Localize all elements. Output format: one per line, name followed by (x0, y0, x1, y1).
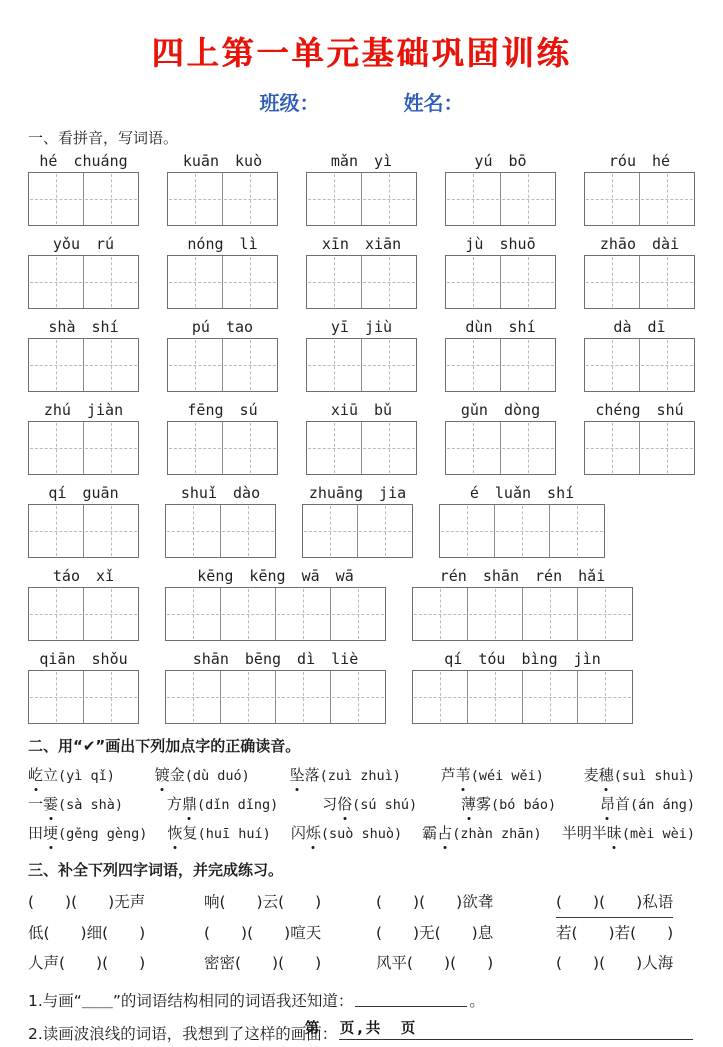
word-char: 田 (28, 824, 44, 842)
writing-cell (585, 256, 640, 308)
writing-cell (640, 256, 694, 308)
section2-heading: 二、用“✔”画出下列加点字的正确读音。 (28, 737, 301, 755)
writing-cell (523, 588, 578, 640)
writing-cell (578, 588, 632, 640)
dotted-word-item (168, 819, 271, 848)
writing-cell (585, 339, 640, 391)
word-char: 芦 (440, 766, 456, 784)
question-1 (28, 989, 695, 1011)
word-group (306, 235, 417, 309)
s2-row (28, 819, 695, 848)
writing-grid (165, 670, 386, 724)
writing-cell (223, 256, 277, 308)
word-group (439, 484, 605, 558)
word-char: 闪 (290, 824, 306, 842)
writing-grid (445, 255, 556, 309)
idiom-blank: 密密( )( ) (204, 954, 322, 972)
writing-cell (276, 671, 331, 723)
emphasis-dot-char: 鼎 (182, 790, 197, 818)
word-text (167, 795, 197, 813)
writing-grid (306, 421, 417, 475)
word-char: 一 (28, 795, 44, 813)
dotted-word-item (28, 819, 147, 848)
section1-heading: 一、看拼音，写词语。 (28, 129, 179, 147)
word-group (584, 235, 695, 309)
writing-cell (29, 588, 84, 640)
pinyin-options: (suì shuì) (613, 768, 695, 784)
writing-cell (29, 422, 84, 474)
emphasis-dot-char: 坠 (290, 761, 305, 789)
emphasis-dot-char: 恢 (168, 819, 183, 847)
pinyin-options: (sú shú) (352, 797, 418, 813)
writing-cell (307, 422, 362, 474)
writing-cell (501, 173, 555, 225)
writing-cell (84, 339, 138, 391)
writing-cell (331, 588, 385, 640)
question-2-text: 2.读画波浪线的词语，我想到了这样的画面： (28, 1025, 338, 1043)
writing-cell (307, 339, 362, 391)
writing-cell (440, 505, 495, 557)
word-char: 习 (322, 795, 338, 813)
idiom-blank: ( )无( )息 (376, 924, 494, 942)
writing-grid (584, 255, 695, 309)
pinyin-label: zhú jiàn (43, 401, 124, 419)
pinyin-options: (wéi wěi) (470, 768, 544, 784)
word-group (28, 235, 139, 309)
writing-cell (468, 671, 523, 723)
writing-grid (167, 172, 278, 226)
emphasis-dot-char: 昧 (607, 819, 622, 847)
writing-cell (166, 671, 221, 723)
word-text (28, 795, 58, 813)
writing-cell (640, 173, 694, 225)
writing-grid (439, 504, 605, 558)
dotted-word-item (291, 819, 402, 848)
dotted-word-item (322, 790, 417, 819)
word-group (28, 650, 139, 724)
writing-grid (412, 587, 633, 641)
writing-cell (413, 588, 468, 640)
word-group (28, 401, 139, 475)
writing-cell (84, 588, 138, 640)
class-name-line (28, 87, 695, 116)
writing-grid (165, 587, 386, 641)
emphasis-dot-char: 埂 (43, 819, 58, 847)
pronunciation-choice-area (28, 761, 695, 848)
word-group (28, 567, 139, 641)
writing-cell (446, 173, 501, 225)
s3-row (28, 887, 695, 918)
question-1-period: 。 (469, 992, 485, 1010)
writing-grid (445, 172, 556, 226)
writing-grid (445, 421, 556, 475)
writing-cell (578, 671, 632, 723)
word-text (28, 766, 58, 784)
writing-grid (584, 421, 695, 475)
writing-cell (550, 505, 604, 557)
writing-grid (584, 338, 695, 392)
word-group (302, 484, 413, 558)
writing-grid (28, 587, 139, 641)
pinyin-options: (dǐn dǐng) (196, 797, 279, 813)
pinyin-label: xīn xiān (321, 235, 402, 253)
writing-grid (306, 338, 417, 392)
s3-row (28, 948, 695, 978)
pinyin-options: (zuì zhuì) (319, 768, 401, 784)
writing-cell (468, 588, 523, 640)
writing-cell (223, 173, 277, 225)
pinyin-label: yú bō (474, 152, 527, 170)
pinyin-options: (huī huí) (197, 826, 271, 842)
word-char: 金 (169, 766, 185, 784)
word-text (422, 824, 452, 842)
pinyin-label: yī jiù (330, 318, 393, 336)
pinyin-options: (dù duó) (184, 768, 250, 784)
idiom-blank: 若( )若( ) (556, 924, 674, 942)
writing-cell (501, 256, 555, 308)
idiom-blank: 响( )云( ) (204, 893, 322, 911)
emphasis-dot-char: 烁 (306, 819, 321, 847)
section1 (28, 127, 695, 724)
pinyin-label: kuān kuò (182, 152, 263, 170)
pinyin-label: gǔn dòng (460, 401, 541, 419)
writing-cell (168, 256, 223, 308)
pinyin-label: zhāo dài (599, 235, 680, 253)
writing-grid (28, 421, 139, 475)
word-group (445, 318, 556, 392)
writing-cell (303, 505, 358, 557)
word-group (28, 152, 139, 226)
pinyin-row (28, 318, 695, 392)
writing-grid (165, 504, 276, 558)
word-text (28, 824, 58, 842)
pinyin-label: pú tao (191, 318, 254, 336)
word-group (584, 318, 695, 392)
word-group (445, 401, 556, 475)
writing-cell (166, 505, 221, 557)
writing-cell (168, 173, 223, 225)
idiom-blank: ( )( )喧天 (204, 924, 322, 942)
writing-cell (84, 173, 138, 225)
word-text (562, 824, 622, 842)
word-group (167, 235, 278, 309)
word-group (306, 318, 417, 392)
writing-cell (29, 505, 84, 557)
dotted-word-item (422, 819, 541, 848)
word-text (155, 766, 185, 784)
idiom-fill-area (28, 887, 695, 978)
s2-row (28, 790, 695, 819)
writing-cell (413, 671, 468, 723)
word-group (28, 484, 139, 558)
dotted-word-item (461, 790, 556, 819)
pinyin-grid-area (28, 152, 695, 724)
pinyin-options: (bó báo) (491, 797, 557, 813)
emphasis-dot-char: 屹 (28, 761, 43, 789)
page-footer: 第 页,共 页 (304, 1021, 419, 1037)
word-text (600, 795, 630, 813)
section2 (28, 735, 695, 848)
writing-grid (28, 255, 139, 309)
idiom-blank: ( )( )无声 (28, 893, 146, 911)
pinyin-label: é luǎn shí (469, 484, 575, 502)
pinyin-label: jù shuō (465, 235, 536, 253)
word-text (290, 766, 320, 784)
word-group (584, 152, 695, 226)
idiom-blank: 低( )细( ) (28, 924, 146, 942)
writing-cell (585, 173, 640, 225)
writing-cell (640, 339, 694, 391)
idiom-blank: ( )( )人海 (556, 954, 674, 972)
pinyin-row (28, 235, 695, 309)
writing-cell (446, 256, 501, 308)
pinyin-label: hé chuáng (39, 152, 128, 170)
dotted-word-item (562, 819, 695, 848)
pinyin-label: qiān shǒu (39, 650, 128, 668)
idiom-blank: ( )( )欲聋 (376, 893, 494, 911)
writing-grid (28, 338, 139, 392)
writing-cell (362, 339, 416, 391)
pinyin-label: nóng lì (187, 235, 258, 253)
pinyin-options: (gěng gèng) (58, 826, 148, 842)
emphasis-dot-char: 镀 (155, 761, 170, 789)
dotted-word-item (155, 761, 250, 790)
writing-grid (445, 338, 556, 392)
writing-grid (302, 504, 413, 558)
dotted-word-item (28, 761, 115, 790)
writing-cell (84, 422, 138, 474)
pinyin-row (28, 152, 695, 226)
pinyin-options: (sà shà) (58, 797, 124, 813)
writing-cell (331, 671, 385, 723)
writing-cell (168, 422, 223, 474)
word-char: 首 (614, 795, 630, 813)
writing-cell (29, 339, 84, 391)
dotted-word-item (441, 761, 544, 790)
emphasis-dot-char: 俗 (337, 790, 352, 818)
emphasis-dot-char: 穗 (599, 761, 614, 789)
word-group (412, 567, 633, 641)
writing-grid (28, 172, 139, 226)
writing-cell (362, 173, 416, 225)
pinyin-label: róu hé (608, 152, 671, 170)
writing-cell (29, 671, 84, 723)
pinyin-label: rén shān rén hǎi (439, 567, 606, 585)
pinyin-label: xiū bǔ (330, 401, 393, 419)
word-char: 方 (166, 795, 182, 813)
writing-cell (276, 588, 331, 640)
word-group (584, 401, 695, 475)
word-group (306, 152, 417, 226)
pinyin-options: (zhàn zhān) (452, 826, 542, 842)
pinyin-row (28, 650, 695, 724)
emphasis-dot-char: 霎 (43, 790, 58, 818)
writing-grid (167, 338, 278, 392)
writing-grid (28, 504, 139, 558)
idiom-blank-underlined: ( )( )私语 (556, 887, 673, 918)
word-group (167, 152, 278, 226)
idiom-blank: 人声( )( ) (28, 954, 146, 972)
pinyin-label: zhuāng jia (308, 484, 407, 502)
word-text (322, 795, 352, 813)
writing-grid (584, 172, 695, 226)
word-char: 复 (182, 824, 198, 842)
word-group (28, 318, 139, 392)
word-group (167, 318, 278, 392)
dotted-word-item (28, 790, 123, 819)
word-char: 霸 (422, 824, 438, 842)
writing-cell (585, 422, 640, 474)
s2-row (28, 761, 695, 790)
writing-cell (446, 339, 501, 391)
pinyin-label: shuǐ dào (180, 484, 261, 502)
dotted-word-item (584, 761, 695, 790)
writing-cell (307, 256, 362, 308)
pinyin-label: dà dī (613, 318, 666, 336)
dotted-word-item (167, 790, 278, 819)
writing-cell (495, 505, 550, 557)
pinyin-label: shān bēng dì liè (192, 650, 359, 668)
emphasis-dot-char: 昂 (600, 790, 615, 818)
writing-cell (221, 671, 276, 723)
writing-grid (28, 670, 139, 724)
pinyin-row (28, 567, 695, 641)
writing-grid (412, 670, 633, 724)
question-1-text: 1.与画“＿＿”的词语结构相同的词语我还知道： (28, 992, 354, 1010)
word-group (167, 401, 278, 475)
writing-cell (358, 505, 412, 557)
pinyin-options: (yì qǐ) (58, 768, 115, 784)
pinyin-label: dùn shí (465, 318, 536, 336)
writing-cell (362, 422, 416, 474)
word-char: 半 (591, 824, 607, 842)
writing-cell (223, 339, 277, 391)
writing-cell (29, 256, 84, 308)
writing-cell (84, 505, 138, 557)
emphasis-dot-char: 薄 (461, 790, 476, 818)
pinyin-label: chéng shú (595, 401, 684, 419)
name-label: 姓名： (403, 91, 464, 115)
emphasis-dot-char: 占 (437, 819, 452, 847)
word-group (412, 650, 633, 724)
writing-grid (306, 172, 417, 226)
word-text (461, 795, 491, 813)
section3-heading: 三、补全下列四字词语，并完成练习。 (28, 861, 284, 879)
pinyin-label: qí tóu bìng jìn (444, 650, 601, 668)
writing-cell (446, 422, 501, 474)
word-group (165, 650, 386, 724)
pinyin-row (28, 401, 695, 475)
word-text (584, 766, 614, 784)
pinyin-options: (suò shuò) (320, 826, 403, 842)
writing-cell (221, 505, 275, 557)
writing-grid (306, 255, 417, 309)
writing-cell (523, 671, 578, 723)
writing-cell (362, 256, 416, 308)
word-group (445, 152, 556, 226)
writing-cell (84, 256, 138, 308)
writing-cell (501, 422, 555, 474)
word-char: 麦 (583, 766, 599, 784)
writing-cell (640, 422, 694, 474)
pinyin-options: (mèi wèi) (621, 826, 695, 842)
writing-grid (167, 255, 278, 309)
word-char: 明 (576, 824, 592, 842)
class-label: 班级： (259, 91, 320, 115)
writing-cell (501, 339, 555, 391)
word-char: 立 (43, 766, 59, 784)
pinyin-label: mǎn yì (330, 152, 393, 170)
page-title: 四上第一单元基础巩固训练 (151, 34, 572, 72)
writing-cell (307, 173, 362, 225)
word-group (306, 401, 417, 475)
word-text (441, 766, 471, 784)
dotted-word-item (290, 761, 401, 790)
word-char: 落 (304, 766, 320, 784)
word-group (445, 235, 556, 309)
emphasis-dot-char: 苇 (456, 761, 471, 789)
word-text (168, 824, 198, 842)
answer-blank (355, 1004, 467, 1007)
pinyin-label: shà shí (48, 318, 119, 336)
writing-cell (29, 173, 84, 225)
pinyin-label: yǒu rú (52, 235, 115, 253)
pinyin-row (28, 484, 695, 558)
word-char: 雾 (476, 795, 492, 813)
writing-cell (166, 588, 221, 640)
word-group (165, 567, 386, 641)
s3-row (28, 918, 695, 948)
pinyin-label: fēng sú (187, 401, 258, 419)
dotted-word-item (600, 790, 695, 819)
pinyin-label: táo xǐ (52, 567, 115, 585)
word-text (291, 824, 321, 842)
writing-cell (223, 422, 277, 474)
pinyin-label: qí guān (48, 484, 119, 502)
pinyin-label: kēng kēng wā wā (197, 567, 354, 585)
writing-grid (167, 421, 278, 475)
word-char: 半 (561, 824, 577, 842)
writing-cell (168, 339, 223, 391)
pinyin-options: (án áng) (629, 797, 695, 813)
writing-cell (221, 588, 276, 640)
word-group (165, 484, 276, 558)
idiom-blank: 风平( )( ) (376, 954, 494, 972)
writing-cell (84, 671, 138, 723)
